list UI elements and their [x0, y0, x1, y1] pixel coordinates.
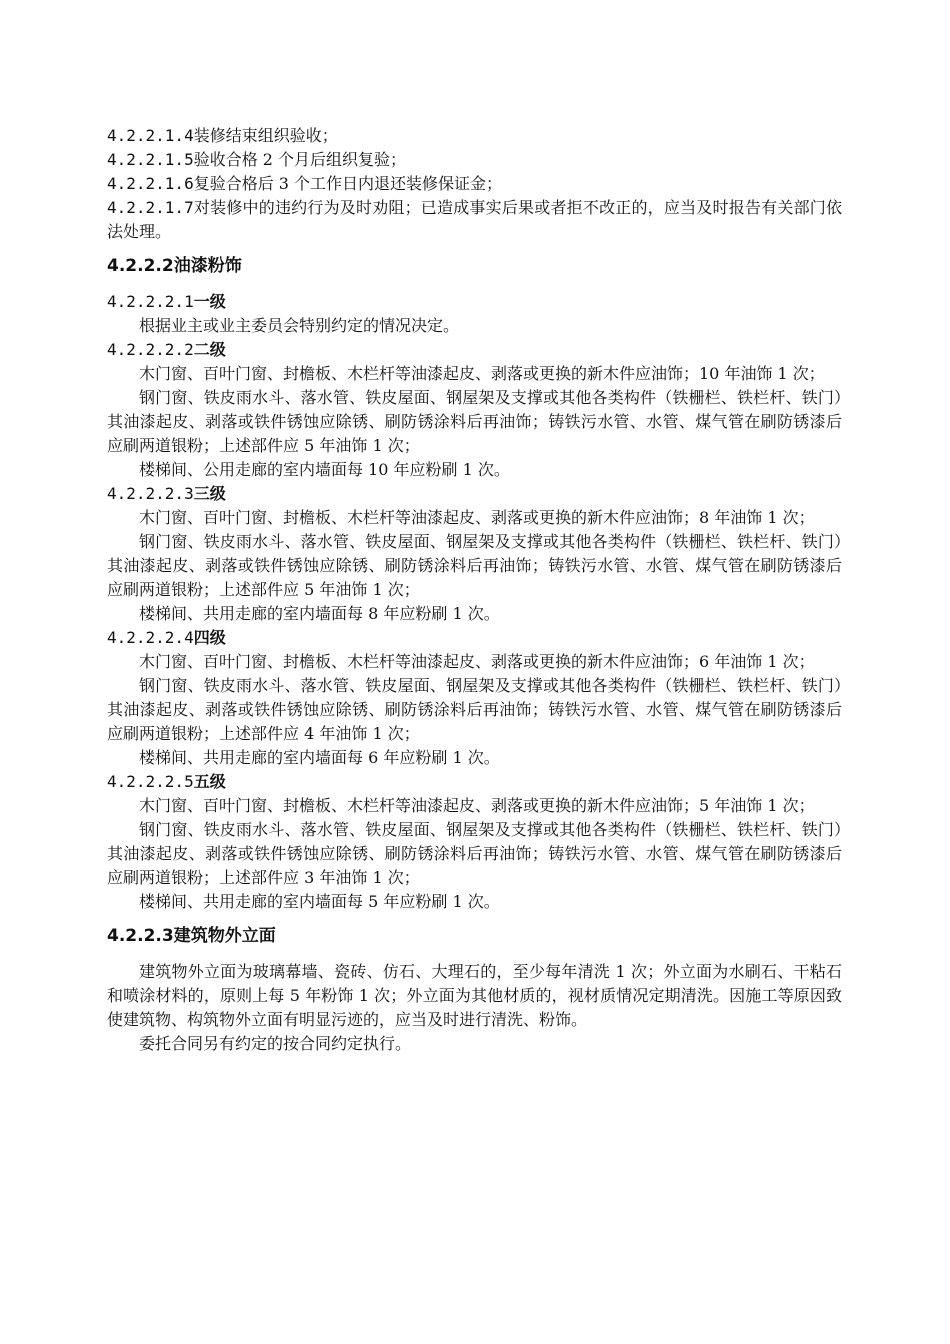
paragraph: 根据业主或业主委员会特别约定的情况决定。 — [139, 316, 460, 335]
clause-number: 4.2.2.1.5 — [107, 150, 194, 169]
subsection-heading-level5 — [107, 770, 842, 794]
section-number: 4.2.2.3 — [107, 926, 174, 946]
paragraph: 楼梯间、共用走廊的室内墙面每 5 年应粉刷 1 次。 — [139, 892, 500, 911]
document-body — [107, 124, 842, 1056]
section-heading-facade — [107, 924, 842, 948]
paragraph: 木门窗、百叶门窗、封檐板、木栏杆等油漆起皮、剥落或更换的新木件应油饰；6 年油饰 1 次； — [139, 652, 815, 671]
paragraph: 委托合同另有约定的按合同约定执行。 — [139, 1034, 412, 1053]
clause-number: 4.2.2.1.4 — [107, 126, 194, 145]
paragraph: 木门窗、百叶门窗、封檐板、木栏杆等油漆起皮、剥落或更换的新木件应油饰；5 年油饰 1 次； — [139, 796, 815, 815]
paragraph: 木门窗、百叶门窗、封檐板、木栏杆等油漆起皮、剥落或更换的新木件应油饰；10 年油饰 1 次； — [139, 364, 825, 383]
clause-text: 复验合格后 3 个工作日内退还装修保证金； — [193, 174, 503, 193]
subsection-heading-level2 — [107, 338, 842, 362]
paragraph: 钢门窗、铁皮雨水斗、落水管、铁皮屋面、钢屋架及支撑或其他各类构件（铁栅栏、铁栏杆、铁门）其油漆起皮、剥落或铁件锈蚀应除锈、刷防锈涂料后再油饰；铸铁污水管、水管、煤气管在刷防锈漆后应刷两道银粉；上述部件应 5 年油饰 1 次； — [107, 532, 842, 599]
subsection-title: 二级 — [193, 340, 226, 359]
subsection-title: 四级 — [193, 628, 226, 647]
clause-4-2-2-1-5 — [107, 148, 842, 172]
clause-text: 验收合格 2 个月后组织复验； — [193, 150, 407, 169]
subsection-number: 4.2.2.2.1 — [107, 292, 194, 311]
section-title: 建筑物外立面 — [173, 926, 276, 946]
paragraph: 楼梯间、共用走廊的室内墙面每 6 年应粉刷 1 次。 — [139, 748, 500, 767]
paragraph: 钢门窗、铁皮雨水斗、落水管、铁皮屋面、钢屋架及支撑或其他各类构件（铁栅栏、铁栏杆、铁门）其油漆起皮、剥落或铁件锈蚀应除锈、刷防锈涂料后再油饰；铸铁污水管、水管、煤气管在刷防锈漆后应刷两道银粉；上述部件应 4 年油饰 1 次； — [107, 676, 842, 743]
clause-number: 4.2.2.1.6 — [107, 174, 194, 193]
clause-text: 对装修中的违约行为及时劝阻；已造成事实后果或者拒不改正的，应当及时报告有关部门依法处理。 — [107, 198, 842, 241]
subsection-heading-level3 — [107, 482, 842, 506]
subsection-title: 一级 — [193, 292, 226, 311]
section-number: 4.2.2.2 — [107, 256, 174, 276]
subsection-number: 4.2.2.2.4 — [107, 628, 194, 647]
subsection-title: 五级 — [193, 772, 226, 791]
paragraph: 楼梯间、公用走廊的室内墙面每 10 年应粉刷 1 次。 — [139, 460, 510, 479]
clause-4-2-2-1-6 — [107, 172, 842, 196]
subsection-heading-level1 — [107, 290, 842, 314]
paragraph: 楼梯间、共用走廊的室内墙面每 8 年应粉刷 1 次。 — [139, 604, 500, 623]
paragraph: 钢门窗、铁皮雨水斗、落水管、铁皮屋面、钢屋架及支撑或其他各类构件（铁栅栏、铁栏杆、铁门）其油漆起皮、剥落或铁件锈蚀应除锈、刷防锈涂料后再油饰；铸铁污水管、水管、煤气管在刷防锈漆后应刷两道银粉；上述部件应 3 年油饰 1 次； — [107, 820, 842, 887]
subsection-number: 4.2.2.2.5 — [107, 772, 194, 791]
section-heading-paint — [107, 254, 842, 278]
paragraph: 钢门窗、铁皮雨水斗、落水管、铁皮屋面、钢屋架及支撑或其他各类构件（铁栅栏、铁栏杆、铁门）其油漆起皮、剥落或铁件锈蚀应除锈、刷防锈涂料后再油饰；铸铁污水管、水管、煤气管在刷防锈漆后应刷两道银粉；上述部件应 5 年油饰 1 次； — [107, 388, 842, 455]
subsection-heading-level4 — [107, 626, 842, 650]
section-title: 油漆粉饰 — [173, 256, 242, 276]
subsection-title: 三级 — [193, 484, 226, 503]
clause-4-2-2-1-4 — [107, 124, 842, 148]
clause-4-2-2-1-7 — [107, 196, 842, 244]
clause-number: 4.2.2.1.7 — [107, 198, 194, 217]
subsection-number: 4.2.2.2.3 — [107, 484, 194, 503]
clause-text: 装修结束组织验收； — [193, 126, 338, 145]
paragraph: 建筑物外立面为玻璃幕墙、瓷砖、仿石、大理石的，至少每年清洗 1 次；外立面为水刷石、干粘石和喷涂材料的，原则上每 5 年粉饰 1 次；外立面为其他材质的，视材质情况定期清洗。因施工等原因致使建筑物、构筑物外立面有明显污迹的，应当及时进行清洗、粉饰。 — [107, 962, 842, 1029]
subsection-number: 4.2.2.2.2 — [107, 340, 194, 359]
paragraph: 木门窗、百叶门窗、封檐板、木栏杆等油漆起皮、剥落或更换的新木件应油饰；8 年油饰 1 次； — [139, 508, 815, 527]
